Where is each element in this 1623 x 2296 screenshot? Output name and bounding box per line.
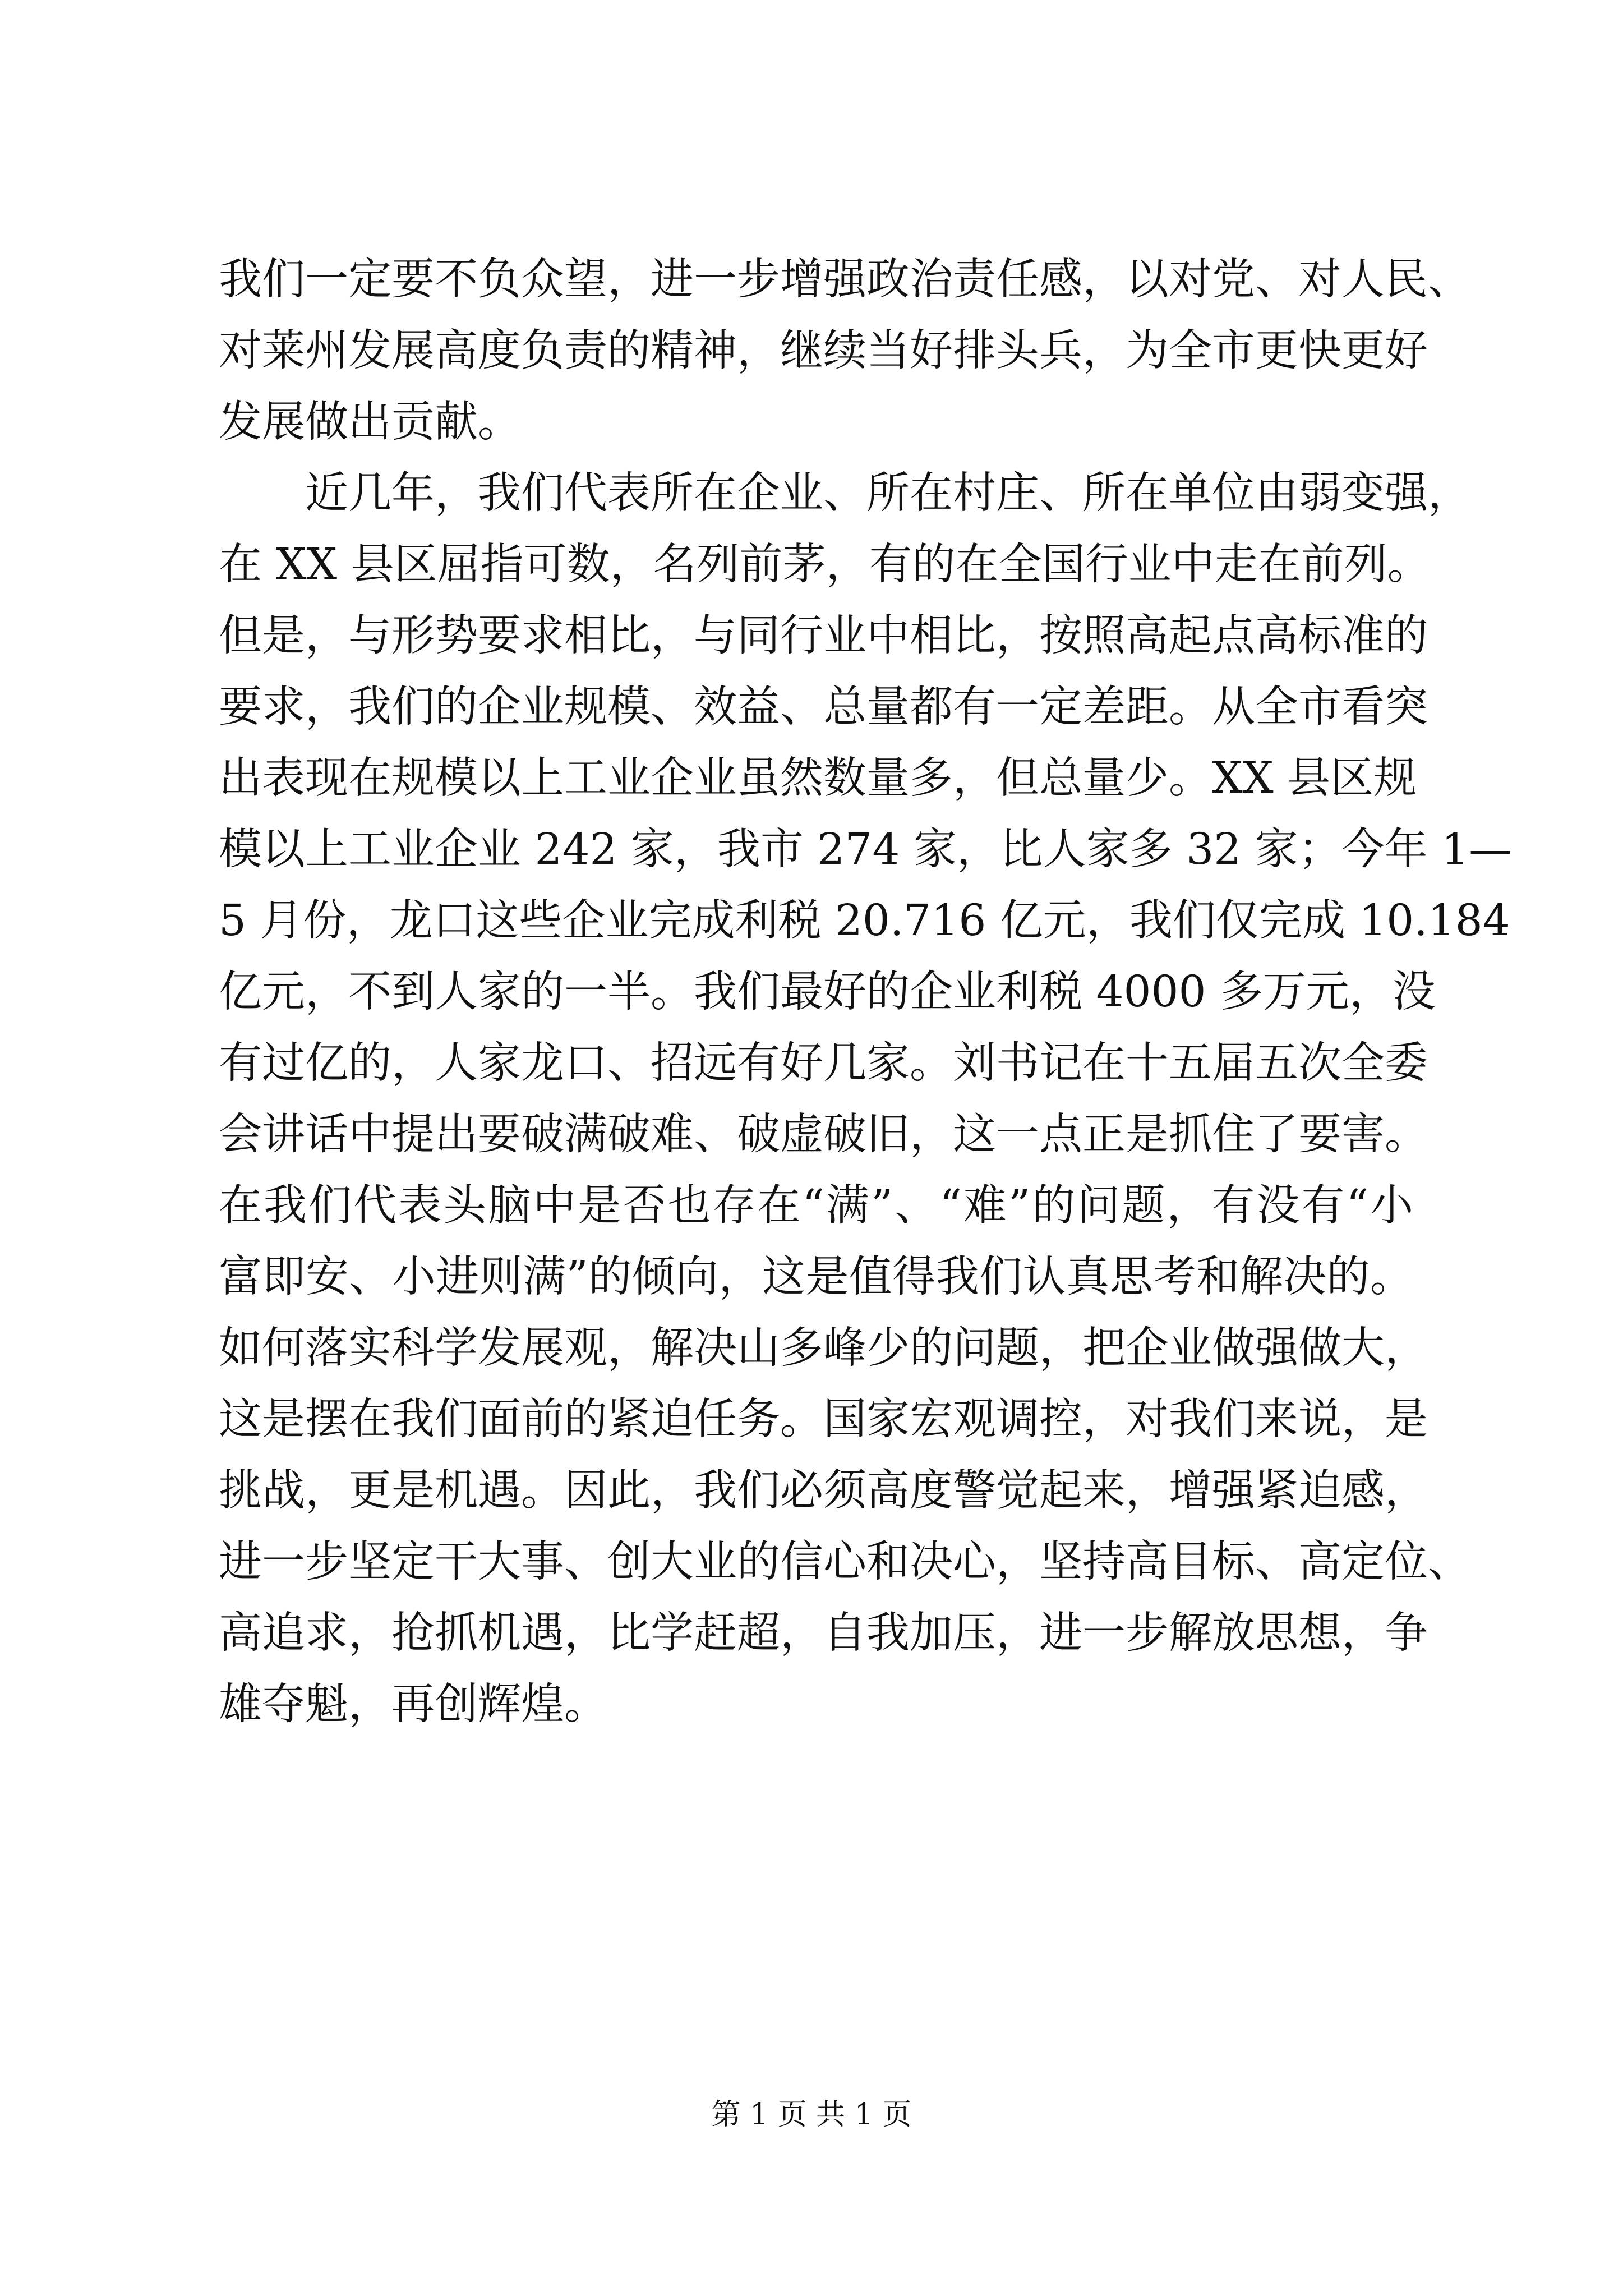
page-footer [0, 2095, 1623, 2134]
page-number-label: 第 1 页 共 1 页 [711, 2098, 912, 2132]
text-line: 5 月份，龙口这些企业完成利税 20.716 亿元，我们仅完成 10.184 [219, 896, 1510, 946]
text-line: 要求，我们的企业规模、效益、总量都有一定差距。从全市看突 [219, 682, 1428, 732]
paragraph-2 [219, 458, 1513, 1740]
text-line: 进一步坚定干大事、创大业的信心和决心，坚持高目标、高定位、 [219, 1537, 1471, 1587]
text-line: 发展做出贡献。 [219, 397, 521, 447]
text-line: 在 XX 县区屈指可数，名列前茅，有的在全国行业中走在前列。 [219, 540, 1431, 590]
text-line: 雄夺魁，再创辉煌。 [219, 1680, 607, 1729]
text-line: 这是摆在我们面前的紧迫任务。国家宏观调控，对我们来说，是 [219, 1395, 1428, 1444]
text-line: 高追求，抢抓机遇，比学赶超，自我加压，进一步解放思想，争 [219, 1608, 1428, 1658]
text-line: 我们一定要不负众望，进一步增强政治责任感，以对党、对人民、 [219, 255, 1471, 305]
text-line: 对莱州发展高度负责的精神，继续当好排头兵，为全市更快更好 [219, 326, 1428, 376]
body-text [219, 244, 1513, 1740]
paragraph-1 [219, 244, 1471, 458]
text-line: 出表现在规模以上工业企业虽然数量多，但总量少。XX 县区规 [219, 753, 1417, 803]
text-line: 会讲话中提出要破满破难、破虚破旧，这一点正是抓住了要害。 [219, 1110, 1428, 1159]
text-line: 富即安、小进则满”的倾向，这是值得我们认真思考和解决的。 [219, 1252, 1413, 1302]
text-line: 如何落实科学发展观，解决山多峰少的问题，把企业做强做大， [219, 1323, 1428, 1373]
text-line: 模以上工业企业 242 家，我市 274 家，比人家多 32 家；今年 1— [219, 825, 1513, 875]
text-line: 在我们代表头脑中是否也存在“满”、“难”的问题，有没有“小 [219, 1181, 1413, 1231]
text-line: 挑战，更是机遇。因此，我们必须高度警觉起来，增强紧迫感， [219, 1466, 1428, 1516]
text-line: 近几年，我们代表所在企业、所在村庄、所在单位由弱变强， [305, 468, 1471, 518]
text-line: 有过亿的，人家龙口、招远有好几家。刘书记在十五届五次全委 [219, 1038, 1428, 1088]
text-line: 亿元，不到人家的一半。我们最好的企业利税 4000 多万元，没 [219, 967, 1436, 1017]
text-line: 但是，与形势要求相比，与同行业中相比，按照高起点高标准的 [219, 611, 1428, 661]
